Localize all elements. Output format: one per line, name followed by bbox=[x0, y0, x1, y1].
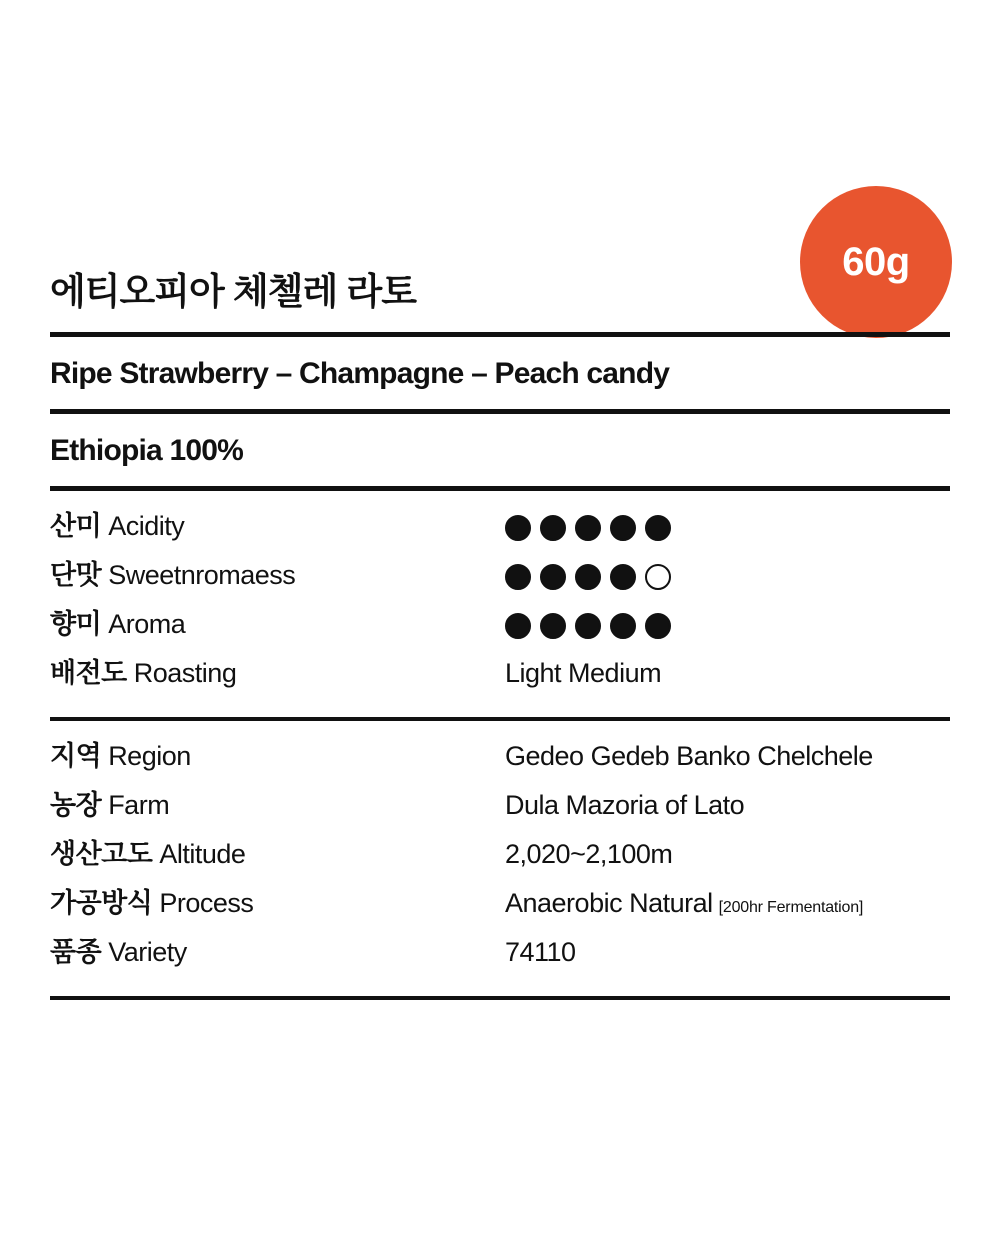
rating-dot bbox=[540, 613, 566, 639]
spec-label-region-ko: 지역 bbox=[50, 741, 102, 772]
spec-label-acidity-ko: 산미 bbox=[50, 511, 102, 542]
origin-band bbox=[50, 414, 950, 486]
spec-row-acidity bbox=[50, 507, 950, 556]
rating-dot bbox=[645, 613, 671, 639]
rating-dots-acidity bbox=[505, 507, 950, 541]
spec-row-variety bbox=[50, 933, 950, 982]
rating-dot bbox=[610, 564, 636, 590]
card-content bbox=[50, 270, 950, 1000]
cupping-block bbox=[50, 491, 950, 717]
spec-value-farm: Dula Mazoria of Lato bbox=[505, 790, 745, 821]
spec-label-acidity-en: Acidity bbox=[108, 511, 185, 542]
spec-label-acidity bbox=[50, 507, 505, 546]
spec-value-process bbox=[505, 884, 950, 923]
spec-label-sweetness bbox=[50, 556, 505, 595]
rating-dot bbox=[610, 515, 636, 541]
spec-label-altitude bbox=[50, 835, 505, 874]
spec-label-process-en: Process bbox=[159, 888, 254, 919]
weight-badge-label: 60g bbox=[842, 239, 910, 284]
rating-dot bbox=[505, 613, 531, 639]
spec-label-region bbox=[50, 737, 505, 776]
origin-label: Ethiopia 100% bbox=[50, 434, 243, 468]
spec-value-region: Gedeo Gedeb Banko Chelchele bbox=[505, 741, 873, 772]
spec-value-process-text: Anaerobic Natural bbox=[505, 888, 713, 919]
spec-label-variety bbox=[50, 933, 505, 972]
spec-row-aroma bbox=[50, 605, 950, 654]
rating-dots-sweetness bbox=[505, 556, 950, 590]
spec-value-altitude: 2,020~2,100m bbox=[505, 839, 673, 870]
spec-label-roasting bbox=[50, 654, 505, 693]
divider-bottom bbox=[50, 996, 950, 1000]
spec-label-farm-en: Farm bbox=[108, 790, 170, 821]
spec-label-farm-ko: 농장 bbox=[50, 790, 102, 821]
details-block bbox=[50, 721, 950, 996]
flavor-note: Ripe Strawberry – Champagne – Peach candy bbox=[50, 357, 670, 391]
spec-label-process-ko: 가공방식 bbox=[50, 888, 153, 919]
rating-dot bbox=[540, 515, 566, 541]
spec-row-process bbox=[50, 884, 950, 933]
spec-row-region bbox=[50, 737, 950, 786]
spec-label-altitude-en: Altitude bbox=[159, 839, 246, 870]
spec-label-altitude-ko: 생산고도 bbox=[50, 839, 153, 870]
spec-value-variety: 74110 bbox=[505, 937, 576, 968]
spec-label-variety-ko: 품종 bbox=[50, 937, 102, 968]
spec-label-process bbox=[50, 884, 505, 923]
spec-label-roasting-ko: 배전도 bbox=[50, 658, 127, 689]
spec-label-sweetness-en: Sweetnromaess bbox=[108, 560, 296, 591]
spec-value-aroma bbox=[505, 605, 950, 639]
rating-dot bbox=[610, 613, 636, 639]
spec-label-aroma-ko: 향미 bbox=[50, 609, 102, 640]
rating-dot bbox=[645, 515, 671, 541]
rating-dot-empty bbox=[645, 564, 671, 590]
spec-label-variety-en: Variety bbox=[108, 937, 187, 968]
spec-label-aroma-en: Aroma bbox=[108, 609, 186, 640]
spec-label-farm bbox=[50, 786, 505, 825]
spec-row-roasting bbox=[50, 654, 950, 703]
spec-label-sweetness-ko: 단맛 bbox=[50, 560, 102, 591]
spec-label-region-en: Region bbox=[108, 741, 191, 772]
rating-dots-aroma bbox=[505, 605, 950, 639]
spec-label-aroma bbox=[50, 605, 505, 644]
page-title: 에티오피아 체첼레 라토 bbox=[50, 271, 416, 312]
rating-dot bbox=[575, 613, 601, 639]
spec-value-process-note: [200hr Fermentation] bbox=[718, 899, 864, 917]
flavor-note-band bbox=[50, 337, 950, 409]
spec-label-roasting-en: Roasting bbox=[133, 658, 237, 689]
spec-value-roasting: Light Medium bbox=[505, 658, 662, 689]
rating-dot bbox=[505, 564, 531, 590]
spec-row-sweetness bbox=[50, 556, 950, 605]
spec-row-altitude bbox=[50, 835, 950, 884]
spec-row-farm bbox=[50, 786, 950, 835]
rating-dot bbox=[575, 564, 601, 590]
spec-value-sweetness bbox=[505, 556, 950, 590]
rating-dot bbox=[505, 515, 531, 541]
rating-dot bbox=[575, 515, 601, 541]
rating-dot bbox=[540, 564, 566, 590]
spec-value-acidity bbox=[505, 507, 950, 541]
